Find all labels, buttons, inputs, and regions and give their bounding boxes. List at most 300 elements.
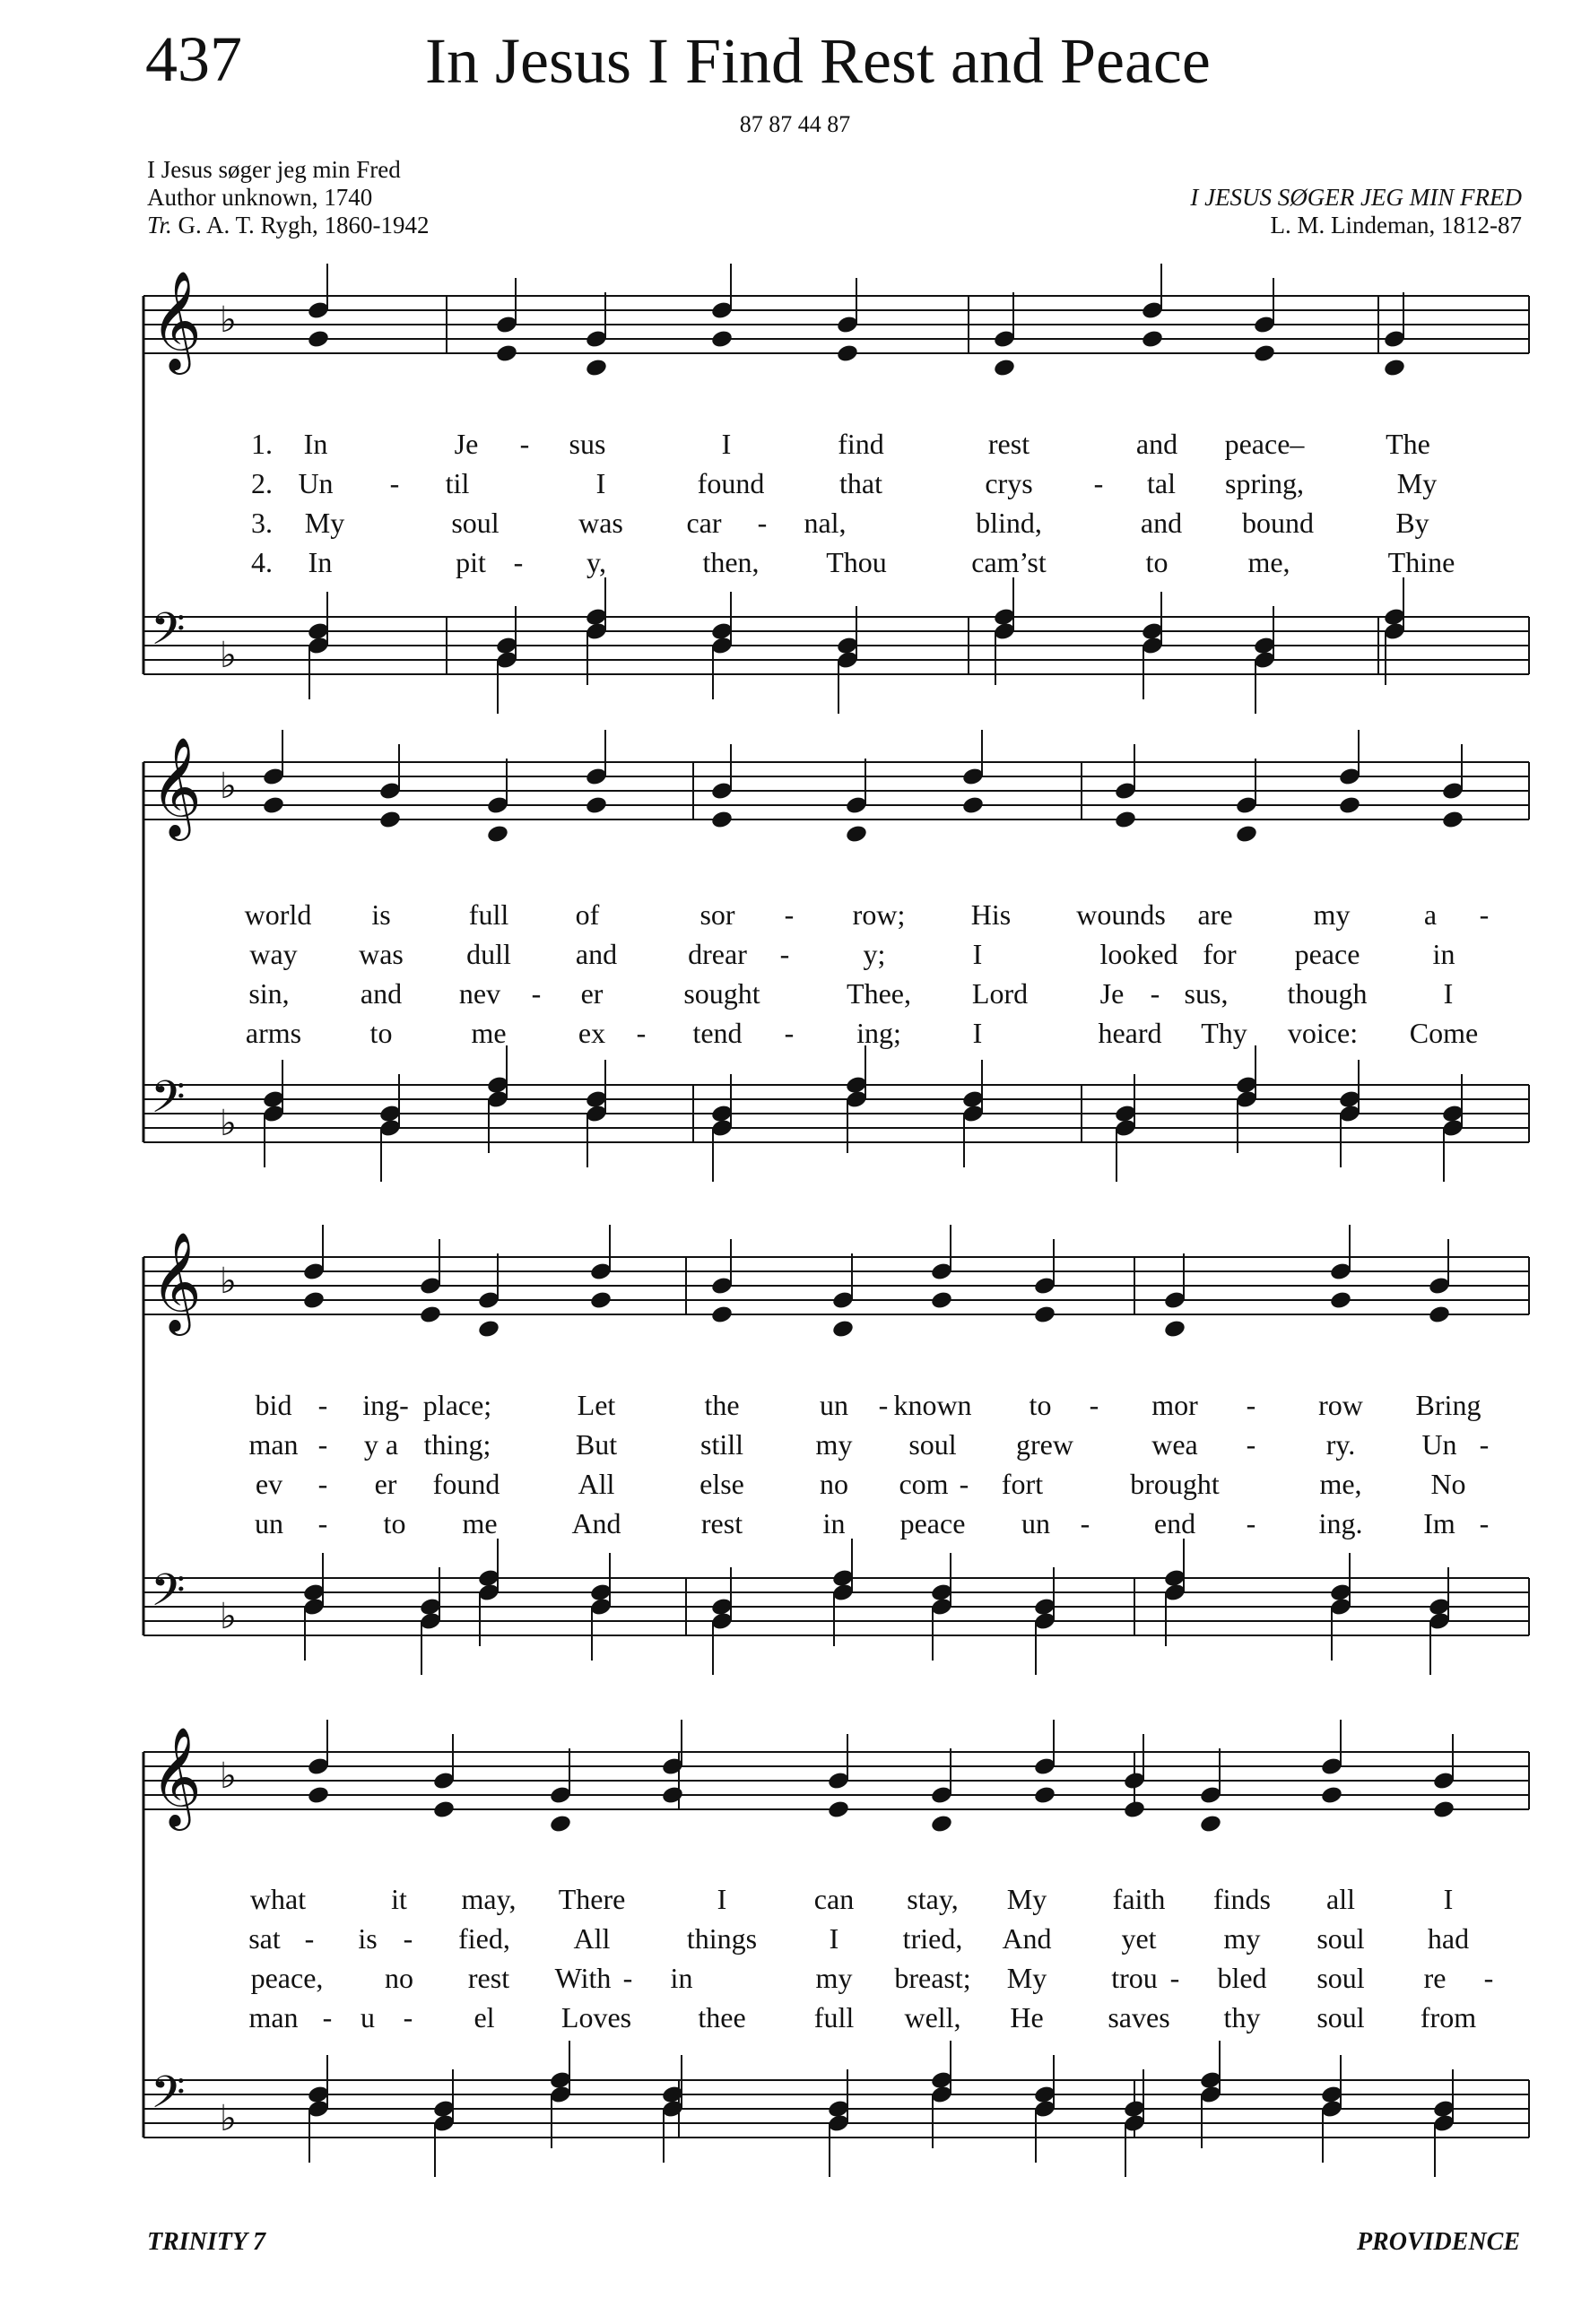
lyric-syllable: No bbox=[1430, 1468, 1466, 1500]
treble-note bbox=[1253, 315, 1276, 335]
bass-note bbox=[1199, 2085, 1222, 2105]
lyric-syllable: There bbox=[558, 1883, 626, 1915]
translator-line bbox=[147, 212, 429, 239]
lyric-syllable: world bbox=[244, 898, 312, 931]
lyric-syllable: I bbox=[1443, 1883, 1454, 1915]
treble-note bbox=[1383, 358, 1406, 378]
treble-note bbox=[585, 358, 608, 378]
lyric-syllable: But bbox=[575, 1428, 618, 1461]
lyric-syllable: soul bbox=[1316, 1922, 1365, 1955]
verse-1-lyrics-line bbox=[0, 1387, 1590, 1423]
treble-note bbox=[1163, 1290, 1186, 1311]
lyric-syllable: to bbox=[369, 1017, 393, 1049]
credits-left bbox=[147, 156, 429, 239]
treble-note bbox=[1235, 795, 1258, 816]
lyric-syllable: Un bbox=[298, 467, 334, 499]
bass-note bbox=[710, 1118, 734, 1139]
bass-note bbox=[486, 1075, 509, 1096]
bass-note bbox=[549, 2070, 572, 2091]
bass-note bbox=[1123, 2113, 1146, 2134]
bass-note bbox=[845, 1075, 868, 1096]
treble-note bbox=[1320, 1756, 1343, 1777]
bass-note bbox=[1033, 2085, 1056, 2105]
treble-note bbox=[378, 781, 402, 802]
lyric-syllable: All bbox=[573, 1922, 611, 1955]
lyric-syllable: sor bbox=[699, 898, 735, 931]
treble-note bbox=[1441, 781, 1464, 802]
lyric-syllable: had bbox=[1427, 1922, 1470, 1955]
lyric-syllable: dull bbox=[466, 938, 511, 970]
treble-clef-icon: 𝄞 bbox=[151, 270, 202, 370]
treble-note bbox=[307, 1785, 330, 1806]
lyric-syllable: I bbox=[972, 938, 983, 970]
lyric-syllable: fied, bbox=[458, 1922, 510, 1955]
treble-note bbox=[1338, 767, 1361, 787]
lyric-syllable: blind, bbox=[976, 507, 1042, 539]
lyric-syllable: to bbox=[383, 1507, 406, 1539]
bass-note bbox=[710, 621, 734, 642]
lyric-syllable: - bbox=[1246, 1428, 1256, 1461]
bass-note bbox=[307, 2085, 330, 2105]
key-signature-flat-icon: ♭ bbox=[220, 299, 237, 341]
lyric-syllable: though bbox=[1287, 977, 1368, 1010]
lyric-syllable: peace– bbox=[1224, 428, 1305, 460]
lyric-syllable: I bbox=[1443, 977, 1454, 1010]
lyric-syllable: - bbox=[519, 428, 530, 460]
lyric-syllable: and bbox=[1135, 428, 1178, 460]
lyric-syllable: crys bbox=[985, 467, 1033, 499]
treble-note bbox=[993, 358, 1016, 378]
tune-name: I JESUS SØGER JEG MIN FRED bbox=[1190, 184, 1522, 211]
treble-note bbox=[432, 1771, 456, 1791]
lyric-syllable: nal, bbox=[804, 507, 847, 539]
lyric-syllable: Un bbox=[1421, 1428, 1457, 1461]
treble-note bbox=[585, 795, 608, 816]
treble-note bbox=[930, 1785, 953, 1806]
lyric-syllable: place; bbox=[422, 1389, 492, 1421]
lyric-syllable: of bbox=[575, 898, 600, 931]
lyric-syllable: - bbox=[317, 1389, 328, 1421]
lyric-syllable: - bbox=[1246, 1389, 1256, 1421]
lyric-syllable: By bbox=[1395, 507, 1429, 539]
treble-note bbox=[1123, 1799, 1146, 1820]
bass-note bbox=[710, 636, 734, 656]
lyric-syllable: me, bbox=[1319, 1468, 1362, 1500]
lyric-syllable: - bbox=[403, 2001, 413, 2034]
verse-2-lyrics-line bbox=[0, 1921, 1590, 1956]
verse-4-lyrics-line bbox=[0, 1015, 1590, 1051]
lyric-syllable: for bbox=[1203, 938, 1237, 970]
lyric-syllable: found bbox=[697, 467, 765, 499]
lyric-syllable: mor bbox=[1151, 1389, 1198, 1421]
verse-2-lyrics-line bbox=[0, 465, 1590, 501]
lyric-syllable: else bbox=[699, 1468, 744, 1500]
footer-left: TRINITY 7 bbox=[147, 2228, 265, 2256]
bass-clef-icon: 𝄢 bbox=[151, 1071, 186, 1134]
bass-note bbox=[930, 2070, 953, 2091]
bass-note bbox=[1428, 1597, 1451, 1617]
author: Author unknown, 1740 bbox=[147, 184, 373, 211]
lyric-syllable: - bbox=[779, 938, 790, 970]
verse-3-lyrics-line bbox=[0, 505, 1590, 541]
lyric-syllable: saves bbox=[1108, 2001, 1170, 2034]
treble-note bbox=[1114, 810, 1137, 830]
lyric-syllable: - bbox=[1150, 977, 1160, 1010]
lyric-syllable: breast; bbox=[894, 1962, 971, 1994]
lyric-syllable: - bbox=[1080, 1507, 1090, 1539]
lyric-syllable: - bbox=[403, 1922, 413, 1955]
treble-note bbox=[1033, 1785, 1056, 1806]
bass-note bbox=[419, 1597, 442, 1617]
lyric-syllable: I bbox=[717, 1883, 727, 1915]
verse-1-lyrics-line bbox=[0, 897, 1590, 932]
treble-note bbox=[302, 1262, 326, 1282]
lyric-syllable: drear bbox=[688, 938, 747, 970]
bass-note bbox=[1329, 1597, 1352, 1617]
lyric-syllable: trou bbox=[1111, 1962, 1158, 1994]
verse-4-lyrics-line bbox=[0, 1505, 1590, 1541]
verse-3-lyrics-line bbox=[0, 1466, 1590, 1502]
lyric-syllable: ing- bbox=[362, 1389, 409, 1421]
composer: L. M. Lindeman, 1812-87 bbox=[1270, 212, 1522, 238]
lyric-syllable: sus, bbox=[1184, 977, 1229, 1010]
lyric-syllable: Je bbox=[454, 428, 479, 460]
treble-note bbox=[419, 1276, 442, 1296]
lyric-syllable: thee bbox=[698, 2001, 746, 2034]
treble-note bbox=[1329, 1262, 1352, 1282]
treble-note bbox=[1441, 810, 1464, 830]
bass-note bbox=[302, 1597, 326, 1617]
lyric-syllable: was bbox=[578, 507, 623, 539]
key-signature-flat-icon: ♭ bbox=[220, 635, 237, 676]
lyric-syllable: - bbox=[389, 467, 400, 499]
bass-note bbox=[661, 2085, 684, 2105]
lyric-syllable: un bbox=[255, 1507, 283, 1539]
lyric-syllable: no bbox=[385, 1962, 413, 1994]
lyric-syllable: man bbox=[248, 1428, 299, 1461]
bass-note bbox=[1235, 1089, 1258, 1110]
lyric-syllable: - bbox=[1089, 1389, 1099, 1421]
bass-note bbox=[836, 636, 859, 656]
lyric-syllable: y a bbox=[363, 1428, 399, 1461]
bass-note bbox=[1123, 2099, 1146, 2120]
treble-note bbox=[589, 1262, 613, 1282]
lyric-syllable: me bbox=[471, 1017, 507, 1049]
treble-note bbox=[1114, 781, 1137, 802]
treble-note bbox=[1338, 795, 1361, 816]
lyric-syllable: looked bbox=[1099, 938, 1178, 970]
bass-note bbox=[1441, 1118, 1464, 1139]
lyric-syllable: 2. bbox=[251, 467, 273, 499]
lyric-syllable: tal bbox=[1147, 467, 1176, 499]
lyric-syllable: faith bbox=[1112, 1883, 1166, 1915]
treble-clef-icon: 𝄞 bbox=[151, 1726, 202, 1826]
lyric-syllable: I bbox=[721, 428, 732, 460]
lyric-syllable: and bbox=[575, 938, 618, 970]
lyric-syllable: rest bbox=[467, 1962, 510, 1994]
lyric-syllable: Let bbox=[577, 1389, 616, 1421]
lyric-syllable: in bbox=[1432, 938, 1455, 970]
treble-note bbox=[930, 1290, 953, 1311]
treble-note bbox=[1199, 1785, 1222, 1806]
treble-note bbox=[1141, 300, 1164, 321]
treble-note bbox=[1428, 1276, 1451, 1296]
treble-note bbox=[831, 1319, 855, 1340]
lyric-syllable: He bbox=[1010, 2001, 1044, 2034]
lyric-syllable: Thou bbox=[826, 546, 887, 578]
bass-note bbox=[1033, 1611, 1056, 1632]
bass-note bbox=[1383, 607, 1406, 628]
bass-note bbox=[585, 1104, 608, 1124]
lyric-syllable: - bbox=[1479, 898, 1490, 931]
lyric-syllable: thy bbox=[1223, 2001, 1261, 2034]
original-title: I Jesus søger jeg min Fred bbox=[147, 156, 401, 183]
treble-note bbox=[1383, 329, 1406, 350]
lyric-syllable: - bbox=[317, 1507, 328, 1539]
bass-note bbox=[930, 2085, 953, 2105]
bass-note bbox=[495, 636, 518, 656]
treble-note bbox=[1123, 1771, 1146, 1791]
treble-note bbox=[1199, 1814, 1222, 1834]
bass-note bbox=[1141, 636, 1164, 656]
treble-note bbox=[432, 1799, 456, 1820]
hymn-number: 437 bbox=[145, 23, 242, 95]
verse-1-lyrics-line bbox=[0, 1881, 1590, 1917]
lyric-syllable: ex bbox=[578, 1017, 606, 1049]
lyric-syllable: My bbox=[1006, 1962, 1047, 1994]
lyric-syllable: I bbox=[829, 1922, 839, 1955]
bass-note bbox=[1033, 2099, 1056, 2120]
lyric-syllable: And bbox=[1002, 1922, 1052, 1955]
bass-note bbox=[1141, 621, 1164, 642]
lyric-syllable: - bbox=[1093, 467, 1104, 499]
lyric-syllable: finds bbox=[1213, 1883, 1271, 1915]
treble-note bbox=[589, 1290, 613, 1311]
lyric-syllable: - bbox=[878, 1389, 889, 1421]
bass-note bbox=[378, 1104, 402, 1124]
bass-note bbox=[589, 1583, 613, 1603]
lyric-syllable: thing; bbox=[423, 1428, 491, 1461]
bass-note bbox=[1432, 2113, 1455, 2134]
bass-note bbox=[1163, 1568, 1186, 1589]
treble-note bbox=[1320, 1785, 1343, 1806]
bass-note bbox=[585, 1089, 608, 1110]
lyric-syllable: end bbox=[1153, 1507, 1196, 1539]
lyric-syllable: 1. bbox=[251, 428, 273, 460]
treble-note bbox=[549, 1814, 572, 1834]
lyric-syllable: ing; bbox=[856, 1017, 901, 1049]
lyric-syllable: my bbox=[1223, 1922, 1261, 1955]
treble-note bbox=[930, 1814, 953, 1834]
treble-clef-icon: 𝄞 bbox=[151, 736, 202, 837]
verse-3-lyrics-line bbox=[0, 976, 1590, 1011]
lyric-syllable: - bbox=[1246, 1507, 1256, 1539]
bass-note bbox=[1329, 1583, 1352, 1603]
bass-note bbox=[1199, 2070, 1222, 2091]
lyric-syllable: known bbox=[893, 1389, 972, 1421]
treble-note bbox=[1253, 343, 1276, 364]
lyric-syllable: in bbox=[822, 1507, 846, 1539]
treble-note bbox=[1141, 329, 1164, 350]
lyric-syllable: in bbox=[670, 1962, 693, 1994]
verse-3-lyrics-line bbox=[0, 1960, 1590, 1996]
treble-clef-icon: 𝄞 bbox=[151, 1231, 202, 1331]
lyric-syllable: rest bbox=[700, 1507, 743, 1539]
verse-1-lyrics-line bbox=[0, 426, 1590, 462]
bass-note bbox=[1320, 2099, 1343, 2120]
treble-note bbox=[419, 1305, 442, 1325]
treble-note bbox=[836, 315, 859, 335]
bass-note bbox=[930, 1583, 953, 1603]
lyric-syllable: ry. bbox=[1325, 1428, 1356, 1461]
bass-note bbox=[836, 650, 859, 671]
bass-note bbox=[432, 2113, 456, 2134]
lyric-syllable: With bbox=[554, 1962, 612, 1994]
lyric-syllable: row; bbox=[852, 898, 906, 931]
lyric-syllable: Bring bbox=[1415, 1389, 1481, 1421]
lyric-syllable: peace bbox=[1294, 938, 1360, 970]
lyric-syllable: bound bbox=[1242, 507, 1314, 539]
lyric-syllable: grew bbox=[1016, 1428, 1073, 1461]
lyric-syllable: Thine bbox=[1387, 546, 1455, 578]
verse-4-lyrics-line bbox=[0, 544, 1590, 580]
lyric-syllable: heard bbox=[1098, 1017, 1162, 1049]
bass-clef-icon: 𝄢 bbox=[151, 2067, 186, 2129]
treble-note bbox=[1033, 1276, 1056, 1296]
lyric-syllable: me bbox=[462, 1507, 498, 1539]
treble-note bbox=[307, 329, 330, 350]
lyric-syllable: re bbox=[1423, 1962, 1447, 1994]
lyric-syllable: Come bbox=[1409, 1017, 1479, 1049]
treble-note bbox=[585, 329, 608, 350]
lyric-syllable: The bbox=[1386, 428, 1430, 460]
lyric-syllable: can bbox=[813, 1883, 855, 1915]
bass-note bbox=[1114, 1118, 1137, 1139]
lyric-syllable: my bbox=[815, 1428, 853, 1461]
lyric-syllable: And bbox=[571, 1507, 621, 1539]
lyric-syllable: - bbox=[636, 1017, 647, 1049]
lyric-syllable: row bbox=[1318, 1389, 1363, 1421]
lyric-syllable: fort bbox=[1001, 1468, 1044, 1500]
treble-note bbox=[307, 1756, 330, 1777]
treble-note bbox=[477, 1290, 500, 1311]
lyric-syllable: sin, bbox=[248, 977, 290, 1010]
treble-note bbox=[827, 1799, 850, 1820]
treble-note bbox=[1428, 1305, 1451, 1325]
lyric-syllable: - bbox=[1479, 1507, 1490, 1539]
lyric-syllable: rest bbox=[987, 428, 1030, 460]
bass-note bbox=[477, 1568, 500, 1589]
treble-note bbox=[1163, 1319, 1186, 1340]
lyric-syllable: I bbox=[972, 1017, 983, 1049]
bass-note bbox=[549, 2085, 572, 2105]
lyric-syllable: stay, bbox=[907, 1883, 959, 1915]
lyric-syllable: Loves bbox=[560, 2001, 632, 2034]
lyric-syllable: voice: bbox=[1287, 1017, 1359, 1049]
lyric-syllable: - bbox=[1479, 1428, 1490, 1461]
bass-note bbox=[661, 2099, 684, 2120]
lyric-syllable: cam’st bbox=[971, 546, 1047, 578]
treble-note bbox=[710, 329, 734, 350]
treble-note bbox=[661, 1756, 684, 1777]
bass-note bbox=[378, 1118, 402, 1139]
lyric-syllable: soul bbox=[908, 1428, 957, 1461]
lyric-syllable: My bbox=[304, 507, 345, 539]
lyric-syllable: find bbox=[838, 428, 884, 460]
lyric-syllable: my bbox=[815, 1962, 853, 1994]
lyric-syllable: car bbox=[686, 507, 722, 539]
treble-note bbox=[495, 315, 518, 335]
lyric-syllable: - bbox=[322, 2001, 333, 2034]
lyric-syllable: ing. bbox=[1318, 1507, 1363, 1539]
verse-4-lyrics-line bbox=[0, 1999, 1590, 2035]
lyric-syllable: is bbox=[371, 898, 391, 931]
treble-note bbox=[961, 767, 985, 787]
lyric-syllable: - bbox=[317, 1468, 328, 1500]
bass-note bbox=[1338, 1104, 1361, 1124]
bass-note bbox=[961, 1104, 985, 1124]
treble-note bbox=[710, 1276, 734, 1296]
lyric-syllable: - bbox=[1483, 1962, 1494, 1994]
lyric-syllable: to bbox=[1145, 546, 1169, 578]
lyric-syllable: All bbox=[578, 1468, 615, 1500]
lyric-syllable: His bbox=[970, 898, 1012, 931]
lyric-syllable: yet bbox=[1121, 1922, 1157, 1955]
lyric-syllable: my bbox=[1313, 898, 1351, 931]
treble-note bbox=[262, 767, 285, 787]
treble-note bbox=[710, 1305, 734, 1325]
lyric-syllable: sus bbox=[569, 428, 606, 460]
lyric-syllable: - bbox=[959, 1468, 969, 1500]
lyric-syllable: y; bbox=[863, 938, 886, 970]
lyric-syllable: from bbox=[1420, 2001, 1477, 2034]
bass-note bbox=[961, 1089, 985, 1110]
bass-note bbox=[831, 1583, 855, 1603]
bass-note bbox=[827, 2113, 850, 2134]
lyric-syllable: - bbox=[757, 507, 768, 539]
bass-note bbox=[993, 607, 1016, 628]
bass-note bbox=[419, 1611, 442, 1632]
lyric-syllable: er bbox=[374, 1468, 397, 1500]
lyric-syllable: soul bbox=[451, 507, 500, 539]
lyric-syllable: sought bbox=[683, 977, 760, 1010]
bass-clef-icon: 𝄢 bbox=[151, 1565, 186, 1627]
lyric-syllable: soul bbox=[1316, 1962, 1365, 1994]
lyric-syllable: found bbox=[432, 1468, 500, 1500]
bass-note bbox=[1441, 1104, 1464, 1124]
bass-note bbox=[831, 1568, 855, 1589]
lyric-syllable: - bbox=[1169, 1962, 1180, 1994]
lyric-syllable: - bbox=[513, 546, 524, 578]
bass-note bbox=[1163, 1583, 1186, 1603]
treble-note bbox=[477, 1319, 500, 1340]
lyric-syllable: - bbox=[531, 977, 542, 1010]
lyric-syllable: soul bbox=[1316, 2001, 1365, 2034]
treble-note bbox=[710, 810, 734, 830]
treble-note bbox=[549, 1785, 572, 1806]
key-signature-flat-icon: ♭ bbox=[220, 1261, 237, 1302]
lyric-syllable: is bbox=[358, 1922, 378, 1955]
lyric-syllable: u bbox=[361, 2001, 375, 2034]
lyric-syllable: brought bbox=[1130, 1468, 1220, 1500]
lyric-syllable: Im bbox=[1423, 1507, 1455, 1539]
lyric-syllable: spring, bbox=[1225, 467, 1304, 499]
treble-note bbox=[486, 795, 509, 816]
treble-note bbox=[495, 343, 518, 364]
bass-note bbox=[710, 1597, 734, 1617]
lyric-syllable: Thy bbox=[1201, 1017, 1247, 1049]
bass-note bbox=[432, 2099, 456, 2120]
